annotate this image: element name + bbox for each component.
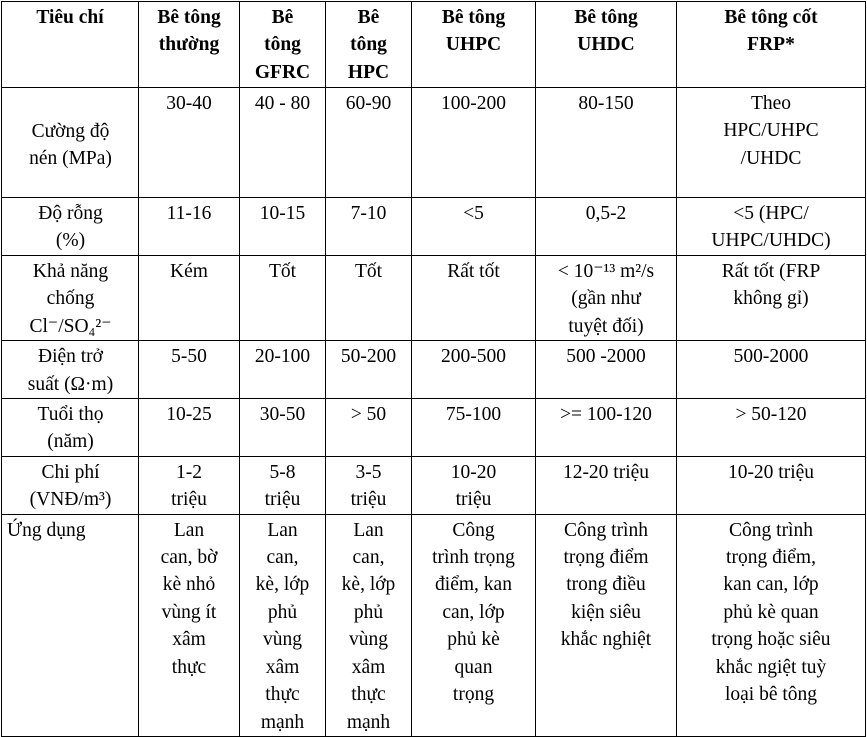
table-cell <box>240 399 326 457</box>
header-frp <box>677 2 866 88</box>
table-row <box>2 256 866 341</box>
cell-line: kè, lớp <box>341 574 396 596</box>
cell-line: 200-500 <box>441 346 506 368</box>
cell-line: Công <box>452 519 495 541</box>
table-cell <box>240 456 326 514</box>
header-line: Bê <box>357 7 380 28</box>
cell-line: Chi phí <box>41 461 100 483</box>
header-line: UHPC <box>445 34 502 56</box>
cell-line: nén (MPa) <box>29 148 112 170</box>
cell-line: vùng <box>263 629 302 651</box>
cell-line: khắc nghiệt <box>560 629 652 651</box>
table-row <box>2 88 866 198</box>
criterion-cell <box>2 256 139 341</box>
cell-line: 0,5-2 <box>585 203 627 224</box>
table-row <box>2 456 866 514</box>
cell-line: triệu <box>171 489 207 511</box>
table-row <box>2 341 866 399</box>
cell-line: trọng <box>452 684 495 706</box>
table-cell <box>677 514 866 736</box>
table-cell <box>536 256 677 341</box>
cell-line: 5-50 <box>171 346 207 368</box>
table-cell <box>677 399 866 457</box>
cell-line: 10-20 <box>450 461 497 483</box>
header-line: thường <box>158 34 220 56</box>
cell-line: HPC/UHPC <box>723 120 819 142</box>
criterion-cell <box>2 399 139 457</box>
cell-line: > 50 <box>350 404 387 426</box>
cell-line: phủ <box>267 601 298 623</box>
header-line: Bê tông <box>441 7 506 28</box>
cell-line: 5-8 <box>269 461 296 483</box>
cell-line: can, <box>352 547 385 569</box>
header-normal-concrete <box>139 2 240 88</box>
cell-line: triệu <box>264 489 301 511</box>
cell-line: 100-200 <box>441 93 506 114</box>
table-cell <box>412 456 536 514</box>
cell-line: Khả năng <box>32 261 109 282</box>
cell-line: 50-200 <box>340 346 397 368</box>
cell-line: trong điều <box>566 574 646 596</box>
header-line: GFRC <box>254 61 311 83</box>
header-line: Bê <box>271 7 294 28</box>
cell-line: Điện trở <box>37 346 103 368</box>
header-uhpc <box>412 2 536 88</box>
table-cell <box>412 514 536 736</box>
table-cell <box>412 399 536 457</box>
cell-line: không gỉ) <box>733 288 809 310</box>
cell-line: xâm <box>265 656 300 678</box>
cell-line: Theo <box>750 93 792 114</box>
table-cell <box>326 399 412 457</box>
table-cell <box>240 88 326 198</box>
table-cell <box>139 256 240 341</box>
cell-line: xâm <box>351 656 386 678</box>
cell-line: thực <box>351 684 386 706</box>
cell-line: suất (Ω·m) <box>27 373 114 395</box>
cell-line: vùng <box>349 629 388 651</box>
cell-line: 10-25 <box>166 404 212 426</box>
table-cell <box>412 341 536 399</box>
cell-line: 12-20 triệu <box>562 461 650 483</box>
cell-line: quan <box>454 656 493 678</box>
table-row <box>2 198 866 256</box>
cell-line: Cường độ <box>31 121 110 142</box>
cell-line: kiện siêu <box>571 601 641 623</box>
criterion-cell <box>2 88 139 198</box>
cell-line: Công trình <box>729 519 813 541</box>
header-line: tông <box>264 34 301 56</box>
cell-line: <5 (HPC/ <box>733 203 809 224</box>
header-line: tông <box>350 34 387 56</box>
header-line: Bê tông <box>157 7 221 28</box>
table-cell <box>139 198 240 256</box>
cell-line: 75-100 <box>445 404 502 426</box>
header-line: Tiêu chí <box>36 7 104 28</box>
cell-line: (%) <box>55 230 86 252</box>
table-cell <box>536 198 677 256</box>
cell-line: triệu <box>350 489 387 511</box>
header-line: Bê tông <box>574 7 638 28</box>
table-cell <box>326 514 412 736</box>
cell-line: Công trình <box>564 519 648 541</box>
table-cell <box>240 198 326 256</box>
table-cell <box>412 256 536 341</box>
criterion-cell <box>2 514 139 736</box>
cell-line: can, bờ <box>160 547 218 569</box>
cell-line: 40 - 80 <box>254 93 311 114</box>
cell-line: kan can, lớp <box>723 574 819 596</box>
cell-line: Tốt <box>268 261 297 282</box>
header-line: FRP* <box>747 34 795 56</box>
cell-line: (VNĐ/m³) <box>29 489 112 511</box>
table-cell <box>677 456 866 514</box>
cell-line: thực <box>171 656 207 678</box>
cell-line: Rất tốt <box>447 261 500 282</box>
table-cell <box>240 256 326 341</box>
table-cell <box>326 456 412 514</box>
criterion-cell <box>2 456 139 514</box>
cell-line: 1-2 <box>176 461 202 483</box>
cell-line: Rất tốt (FRP <box>721 261 821 282</box>
table-cell <box>139 456 240 514</box>
cell-line: triệu <box>455 489 492 511</box>
cell-line: (gần như <box>571 288 641 310</box>
header-uhdc <box>536 2 677 88</box>
table-cell <box>677 88 866 198</box>
table-cell <box>677 341 866 399</box>
header-row <box>2 2 866 88</box>
cell-line: thực <box>265 684 300 706</box>
cell-line: trọng điểm, <box>726 547 816 569</box>
cell-line: chống <box>46 288 95 310</box>
comparison-table <box>1 1 866 737</box>
cell-line: kè nhỏ <box>162 574 216 596</box>
cell-line: < 10⁻¹³ m²/s <box>557 261 655 282</box>
table-cell <box>240 514 326 736</box>
cell-line: Kém <box>170 261 208 282</box>
cell-line: kè, lớp <box>255 574 310 596</box>
cell-line: UHPC/UHDC) <box>711 230 831 252</box>
cell-line: mạnh <box>346 711 391 733</box>
cell-line: trọng điểm <box>563 547 649 569</box>
cell-line: mạnh <box>260 711 305 733</box>
cell-line: loại bê tông <box>724 684 818 706</box>
cell-line: 30-50 <box>259 404 306 426</box>
header-gfrc <box>240 2 326 88</box>
cell-line: 7-10 <box>350 203 387 224</box>
cell-line: 30-40 <box>166 93 212 114</box>
header-line: Bê tông cốt <box>724 7 818 28</box>
table-cell <box>412 198 536 256</box>
cell-line: 500 -2000 <box>566 346 646 368</box>
table-cell <box>536 399 677 457</box>
table-cell <box>326 88 412 198</box>
cell-line: >= 100-120 <box>560 404 652 426</box>
cell-line: can, <box>266 547 299 569</box>
cell-line: can, lớp <box>442 601 505 623</box>
cell-line: vùng ít <box>161 601 217 623</box>
cell-line: trình trọng <box>432 547 515 569</box>
cell-line: Lan <box>353 519 384 541</box>
cell-line: Độ rỗng <box>38 203 103 224</box>
cell-line: /UHDC <box>740 147 802 169</box>
cell-line: (năm) <box>47 431 94 453</box>
cell-line: Tuổi thọ <box>37 404 104 426</box>
cell-line: phủ <box>353 601 384 623</box>
cell-line: Ứng dụng <box>7 519 86 541</box>
cell-line: 10-15 <box>259 203 306 224</box>
cell-line: Cl⁻/SO₄²⁻ <box>29 315 112 337</box>
table-cell <box>536 341 677 399</box>
cell-line: phủ kè quan <box>723 601 819 623</box>
table-cell <box>412 88 536 198</box>
cell-line: tuyệt đối) <box>568 315 644 337</box>
cell-line: > 50-120 <box>735 404 807 426</box>
cell-line: Lan <box>267 519 298 541</box>
table-cell <box>536 514 677 736</box>
cell-line: 60-90 <box>345 93 392 114</box>
cell-line: trọng hoặc siêu <box>711 629 831 651</box>
table-cell <box>139 399 240 457</box>
table-cell <box>677 256 866 341</box>
cell-line: Lan <box>173 519 205 541</box>
cell-line: 10-20 triệu <box>727 461 815 483</box>
header-hpc <box>326 2 412 88</box>
cell-line: 11-16 <box>166 203 212 224</box>
table-cell <box>326 198 412 256</box>
criterion-cell <box>2 341 139 399</box>
table-cell <box>240 341 326 399</box>
table-cell <box>536 88 677 198</box>
table-cell <box>326 256 412 341</box>
cell-line: 3-5 <box>355 461 382 483</box>
header-line: UHDC <box>577 34 635 56</box>
cell-line: 80-150 <box>578 93 634 114</box>
header-criterion <box>2 2 139 88</box>
table-cell <box>677 198 866 256</box>
cell-line: phủ kè <box>447 629 500 651</box>
table-cell <box>139 514 240 736</box>
cell-line: Tốt <box>354 261 383 282</box>
cell-line: 20-100 <box>254 346 311 368</box>
table-row <box>2 399 866 457</box>
table-cell <box>536 456 677 514</box>
header-line: HPC <box>347 61 390 83</box>
table-row <box>2 514 866 736</box>
table-cell <box>326 341 412 399</box>
criterion-cell <box>2 198 139 256</box>
cell-line: 500-2000 <box>733 346 809 368</box>
cell-line: <5 <box>463 203 484 224</box>
table-cell <box>139 341 240 399</box>
cell-line: xâm <box>172 629 206 651</box>
cell-line: khắc ngiệt tuỳ <box>715 656 827 678</box>
cell-line: điểm, kan <box>435 574 512 596</box>
table-cell <box>139 88 240 198</box>
